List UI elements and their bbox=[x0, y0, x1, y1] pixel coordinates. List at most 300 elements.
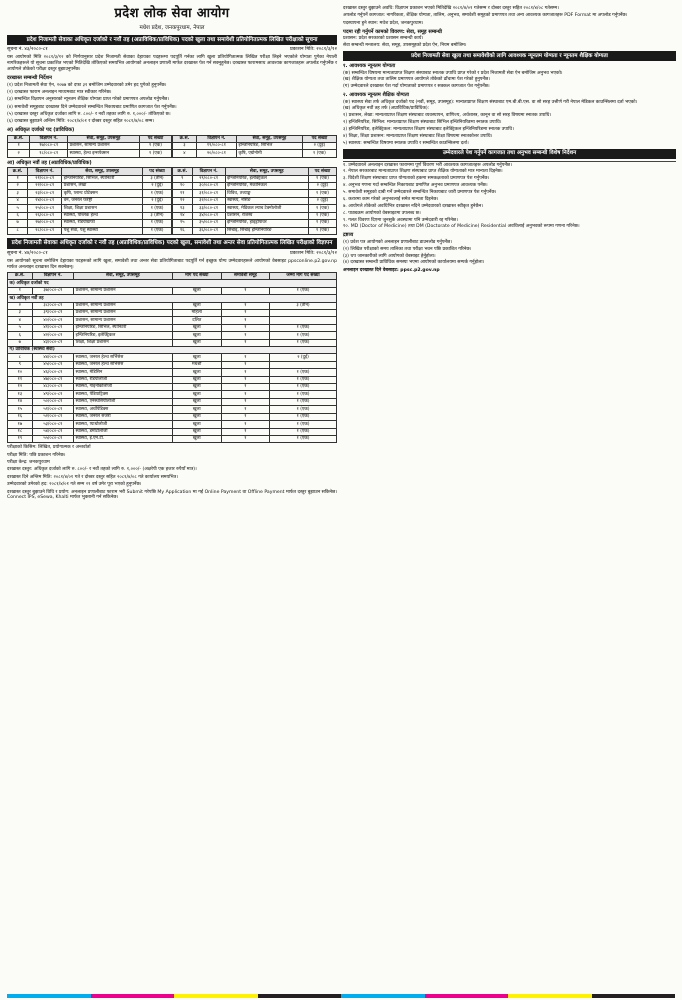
table-cell: स्वास्थ्य, पेडियाट्रिक्स bbox=[74, 391, 173, 398]
table-cell: १ bbox=[221, 428, 269, 435]
table-cell: खुला bbox=[172, 302, 221, 309]
table-row bbox=[8, 324, 337, 331]
table-cell: स्वास्थ्य, जनरल सर्जरी bbox=[74, 413, 173, 420]
table-cell: १० bbox=[8, 369, 33, 376]
table-row bbox=[173, 212, 337, 219]
table-cell: खुला bbox=[172, 369, 221, 376]
table-cell: ६ bbox=[8, 332, 33, 339]
table-row bbox=[173, 143, 337, 150]
exam-date: परीक्षा मिति: पछि प्रकाशन गरिनेछ। bbox=[7, 452, 66, 458]
table-cell bbox=[270, 317, 337, 324]
table-cell: १ bbox=[221, 369, 269, 376]
table-cell: २ bbox=[8, 183, 28, 190]
table-header-row bbox=[8, 135, 172, 142]
table-cell: १ bbox=[8, 175, 28, 182]
table-cell: १७/०८०-८१ bbox=[30, 143, 68, 150]
table-cell: १ (एक) bbox=[143, 205, 172, 212]
table-group-label: क) अधिकृत दर्जाको पद bbox=[8, 280, 337, 287]
table-row bbox=[173, 197, 337, 204]
table-cell: १६ bbox=[8, 413, 33, 420]
table-cell: दलित bbox=[172, 317, 221, 324]
table-row bbox=[8, 413, 337, 420]
table-cell: स्वास्थ्य, पब्लिक हेल्थ bbox=[62, 212, 143, 219]
instruction-item: ४. अनुभव गणना गर्दा सम्बन्धित निकायबाट प्रमाणित अनुभव प्रमाणपत्र आवश्यक पर्नेछ। bbox=[343, 183, 488, 189]
qual-section-head: १. आवश्यक न्यूनतम योग्यता bbox=[343, 63, 396, 70]
table-cell: स्वास्थ्य, रेडियोलोजी bbox=[74, 376, 173, 383]
table-cell: इन्जिनियरिङ, इलेक्ट्रिकल bbox=[225, 175, 308, 182]
table-cell: १४ bbox=[173, 212, 193, 219]
table-cell bbox=[270, 310, 337, 317]
instr-item: (३) सम्बन्धित विज्ञापन अनुसारको न्यूनतम शैक्षिक योग्यता प्राप्त गरेको प्रमाणपत्र अपलोड गर्नुपर्नेछ। bbox=[7, 97, 170, 103]
table-cell: प्रशासन, राजस्व bbox=[225, 212, 308, 219]
table-header-row bbox=[173, 135, 337, 142]
table-header-row bbox=[173, 168, 337, 175]
color-swatch bbox=[341, 994, 425, 998]
table-cell: १२ bbox=[8, 384, 33, 391]
table-cell: स्वास्थ्य, मेडिकल ल्याब टेक्नोलोजी bbox=[225, 205, 308, 212]
col-header: पद संख्या bbox=[143, 168, 172, 175]
table-cell: १ bbox=[221, 398, 269, 405]
instr-item: (५) दरखास्त दस्तुर अधिकृत दर्जाका लागि रु. ८००/- र नवौं तहका लागि रु. १,०००/- तोकिएको छ। bbox=[7, 112, 171, 117]
table-cell: १८/०८०-८१ bbox=[30, 150, 68, 157]
instr-item: (६) दरखास्त बुझाउने अन्तिम मिति: २०८१/४/०१ र दोब्बर दस्तुर सहित २०८१/४/०८ सम्म। bbox=[7, 119, 155, 125]
table-row bbox=[8, 384, 337, 391]
color-swatch bbox=[425, 994, 509, 998]
table-cell: ७ bbox=[8, 220, 28, 227]
table-cell: खुला bbox=[172, 384, 221, 391]
col-header: सेवा, समूह, उपसमूह bbox=[74, 272, 173, 279]
table-row bbox=[173, 227, 337, 234]
table-cell: स्वास्थ्य, डर्माटोलोजी bbox=[74, 428, 173, 435]
table-cell: ४९/०८०-८१ bbox=[32, 391, 73, 398]
right-column bbox=[343, 6, 676, 276]
table-cell: २ (दुई) bbox=[308, 183, 336, 190]
table-cell: १९ bbox=[8, 435, 33, 442]
table-cell: १ bbox=[221, 332, 269, 339]
table-cell: १ bbox=[221, 361, 269, 368]
table-cell: १ (एक) bbox=[143, 220, 172, 227]
table-header-row bbox=[8, 272, 337, 279]
color-swatch bbox=[91, 994, 175, 998]
col-header: पद संख्या bbox=[308, 168, 336, 175]
table-cell: ४७/०८०-८१ bbox=[32, 376, 73, 383]
instruction-item: ६. करारमा काम गरेको अनुभवलाई समेत मान्यता दिइनेछ। bbox=[343, 196, 439, 202]
qual-item: (क) स्वास्थ्य सेवा तर्फ अधिकृत दर्जाको पद (नवौं, समूह, उपसमूह): मान्यताप्राप्त शिक्षण संस्थाबाट एम.बी.बी.एस. वा सो सरह उत्तीर्ण गरी नेपाल मेडिकल काउन्सिलमा दर्ता भएको। bbox=[343, 99, 638, 105]
table-cell: स्वास्थ्य, रेडियोग्राफी bbox=[62, 220, 143, 227]
table-cell: ३६/०८०-८१ bbox=[192, 227, 225, 234]
table-row bbox=[8, 183, 172, 190]
website-footer: अनलाइन दरखास्त दिने वेबसाइट: ppsc.p2.gov.np bbox=[343, 268, 440, 274]
misc-item: (२) लिखित परीक्षाको समय तालिका तथा परीक्षा भवन पछि प्रकाशित गरिनेछ। bbox=[343, 246, 472, 252]
qual-item: १) प्रशासन, लेखा: मान्यताप्राप्त शिक्षण संस्थाबाट व्यवस्थापन, वाणिज्य, अर्थशास्त्र, कानून वा सो सरह विषयमा स्नातक उपाधि। bbox=[343, 113, 552, 119]
table-cell: ८ bbox=[8, 227, 28, 234]
table-row bbox=[173, 150, 337, 157]
col-header: माग पद संख्या bbox=[172, 272, 221, 279]
table-row bbox=[8, 287, 337, 294]
qual-item: ४) शिक्षा, शिक्षा प्रशासन: मान्यताप्राप्त शिक्षण संस्थाबाट शिक्षा विषयमा स्नातकोत्तर उपाधि। bbox=[343, 133, 493, 139]
table-cell: ९ bbox=[8, 361, 33, 368]
misc-item: (३) थप जानकारीको लागि आयोगको वेबसाइट हेर्नुहोला। bbox=[343, 253, 436, 259]
notice1-banner: प्रदेश निजामती सेवाका अधिकृत दर्जाको र नवौं तह (अप्राविधिक/प्राविधिक) पदको खुला तथा समावेशी प्रतियोगितात्मक लिखित परीक्षाको सूचना bbox=[7, 35, 337, 46]
table-cell bbox=[270, 361, 337, 368]
service-line: प्रशासन: प्रदेश सरकारको प्रशासन सम्बन्धी कार्य। bbox=[343, 36, 424, 42]
instruction-item: ७. आयोगले तोकेको अवधिभित्र दरखास्त नदिने उम्मेदवारको दरखास्त स्वीकृत हुनेछैन। bbox=[343, 203, 483, 209]
col-header: क्र.सं. bbox=[173, 168, 193, 175]
table-cell: १५ bbox=[8, 406, 33, 413]
table-cell: २३/०८०-८१ bbox=[28, 190, 62, 197]
table-a-title: अ) अधिकृत दर्जाको पद (प्राविधिक) bbox=[7, 127, 75, 134]
table-cell: १ (एक) bbox=[270, 421, 337, 428]
table-row bbox=[8, 391, 337, 398]
table-cell: ४१/०८०-८१ bbox=[32, 324, 73, 331]
instruction-item: ९. गलत विवरण दिएमा जुनसुकै अवस्थामा पनि उम्मेदवारी रद्द गरिनेछ। bbox=[343, 217, 458, 223]
table-cell: १ bbox=[221, 421, 269, 428]
table-cell: ५२/०८०-८१ bbox=[32, 413, 73, 420]
table-cell: १ (एक) bbox=[143, 190, 172, 197]
table-cell: प्रशासन, सामान्य प्रशासन bbox=[74, 317, 173, 324]
table-cell: ५३/०८०-८१ bbox=[32, 421, 73, 428]
table-cell: ९ bbox=[173, 175, 193, 182]
table-cell: २७/०८०-८१ bbox=[28, 220, 62, 227]
instr-item: (२) दरखास्त फाराम अनलाइन माध्यमबाट मात्र स्वीकार गरिनेछ। bbox=[7, 89, 112, 95]
page-header bbox=[7, 6, 337, 32]
table-body bbox=[8, 175, 172, 234]
table-cell: १ bbox=[8, 287, 33, 294]
col-header: क्र.सं. bbox=[8, 168, 28, 175]
table-cell: ४२/०८०-८१ bbox=[32, 332, 73, 339]
instruction-item: ३. विदेशी शिक्षण संस्थाबाट प्राप्त योग्यताको हकमा समकक्षताको प्रमाणपत्र पेश गर्नुपर्नेछ। bbox=[343, 176, 490, 182]
table-a-right bbox=[172, 135, 337, 158]
table-cell: १ (एक) bbox=[270, 435, 337, 442]
table-cell: इन्जिनियरिङ, सिभिल bbox=[236, 143, 302, 150]
table-cell: २०/०८०-८१ bbox=[196, 150, 236, 157]
table-cell: १ (एक) bbox=[302, 150, 336, 157]
table-a-left bbox=[7, 135, 172, 158]
table-cell: ३७/०८०-८१ bbox=[32, 287, 73, 294]
misc-item: (४) दरखास्त सम्बन्धी प्राविधिक समस्या भएमा आयोगको कार्यालयमा सम्पर्क गर्नुहोला। bbox=[343, 260, 485, 266]
qualification-bar: प्रदेश निजामती सेवा खुला तथा समावेशीको लागि आवश्यक न्यूनतम योग्यता र न्यूनतम शैक्षिक योग्यता bbox=[343, 51, 676, 61]
table-cell: प्रशासन, सामान्य प्रशासन bbox=[74, 302, 173, 309]
table-cell: २५/०८०-८१ bbox=[28, 205, 62, 212]
table-a bbox=[7, 135, 337, 158]
table-row bbox=[8, 175, 172, 182]
page-title: प्रदेश लोक सेवा आयोग bbox=[114, 6, 230, 21]
table-cell: ११ bbox=[8, 376, 33, 383]
table-cell: २८/०८०-८१ bbox=[28, 227, 62, 234]
table-cell: १ bbox=[8, 143, 30, 150]
table-cell: ४ bbox=[8, 317, 33, 324]
instruction-item: २. नेपाल सरकारबाट मान्यताप्राप्त शिक्षण संस्थाबाट प्राप्त शैक्षिक योग्यताको मात्र मान्यता दिइनेछ। bbox=[343, 169, 503, 175]
work-head: पदमा रही गर्नुपर्ने कामको विवरण: सेवा, समूह सम्बन्धी bbox=[343, 28, 442, 35]
misc-head: द्रष्टव्य bbox=[343, 232, 354, 239]
instruction-bar: उम्मेदवारले पेश गर्नुपर्ने कागजात तथा अनुभव सम्बन्धी विशेष निर्देशन bbox=[343, 149, 676, 159]
qual-section bbox=[343, 92, 676, 147]
table-cell: ४५/०८०-८१ bbox=[32, 361, 73, 368]
table-cell: २ (दुई) bbox=[308, 197, 336, 204]
table-cell: १ bbox=[221, 287, 269, 294]
table-body bbox=[173, 175, 337, 234]
qual-item: २) इन्जिनियरिङ, सिभिल: मान्यताप्राप्त शिक्षण संस्थाबाट सिभिल इन्जिनियरिङमा स्नातक उपाधि। bbox=[343, 120, 502, 126]
table-cell: महिला bbox=[172, 310, 221, 317]
table-cell: १४ bbox=[8, 398, 33, 405]
notice2-number: सूचना नं. ४४/२०८०-८१ bbox=[7, 250, 48, 256]
table-group-row bbox=[8, 280, 337, 287]
table-cell: १९/०८०-८१ bbox=[196, 143, 236, 150]
table-cell: २२/०८०-८१ bbox=[28, 183, 62, 190]
page-address: मधेश प्रदेश, जनकपुरधाम, नेपाल bbox=[139, 24, 205, 31]
table-cell: २ bbox=[8, 150, 30, 157]
table-cell: ३०/०८०-८१ bbox=[192, 183, 225, 190]
table-cell: प्रशासन, सामान्य प्रशासन bbox=[68, 143, 140, 150]
table-cell: ४४/०८०-८१ bbox=[32, 354, 73, 361]
table-cell: १ (एक) bbox=[308, 190, 336, 197]
table-row bbox=[8, 369, 337, 376]
col-header: सेवा, समूह, उपसमूह bbox=[68, 135, 140, 142]
table-b-right bbox=[172, 167, 337, 235]
table-row bbox=[173, 190, 337, 197]
table-cell: ३१/०८०-८१ bbox=[192, 190, 225, 197]
instruction-list bbox=[343, 161, 676, 231]
col-header: क्र.सं. bbox=[8, 135, 30, 142]
table-cell: १ (एक) bbox=[270, 406, 337, 413]
table-cell: ३३/०८०-८१ bbox=[192, 205, 225, 212]
instruction-item: १. उम्मेदवारले अनलाइन दरखास्त फाराममा पूर्ण विवरण भरी आवश्यक कागजातहरू अपलोड गर्नुपर्नेछ। bbox=[343, 162, 512, 168]
table-header-row bbox=[8, 168, 172, 175]
table-cell: खुला bbox=[172, 435, 221, 442]
col-header: विज्ञापन नं. bbox=[196, 135, 236, 142]
table-cell: १ bbox=[221, 384, 269, 391]
col-header: क्र.सं. bbox=[173, 135, 197, 142]
table-cell: स्वास्थ्य, हेल्थ इन्सपेक्सन bbox=[68, 150, 140, 157]
table-row bbox=[173, 183, 337, 190]
notice2-details bbox=[7, 445, 337, 501]
table-cell: १ (एक) bbox=[308, 227, 336, 234]
notice2-meta bbox=[7, 251, 337, 257]
col-header: सेवा, समूह, उपसमूह bbox=[236, 135, 302, 142]
table-cell: स्वास्थ्य, जनरल हेल्थ सर्भिसेस bbox=[74, 361, 173, 368]
table-cell: शिक्षा, शिक्षा प्रशासन bbox=[74, 339, 173, 346]
table-cell: १ (एक) bbox=[139, 150, 171, 157]
table-group-label: ख) अधिकृत नवौं तह bbox=[8, 295, 337, 302]
qual-section-head: २. आवश्यक न्यूनतम शैक्षिक योग्यता bbox=[343, 92, 409, 99]
table-cell: इन्जिनियरिङ, मेकानिकल bbox=[225, 183, 308, 190]
table-cell: ५ bbox=[8, 205, 28, 212]
color-swatch bbox=[508, 994, 592, 998]
table-row bbox=[8, 332, 337, 339]
col-header: समावेशी समूह bbox=[221, 272, 269, 279]
table-row bbox=[8, 406, 337, 413]
col-header: विज्ञापन नं. bbox=[30, 135, 68, 142]
table-body bbox=[8, 143, 172, 158]
instr-item: (१) प्रदेश निजामती सेवा ऐन, २०७७ को दफा ३१ बमोजिम उम्मेदवारको उमेर हद पुगेको हुनुपर्नेछ। bbox=[7, 82, 167, 88]
table-cell: स्वास्थ्य, गाइनोकोलोजी bbox=[74, 384, 173, 391]
table-cell: १ (एक) bbox=[139, 143, 171, 150]
table-cell: १ bbox=[221, 435, 269, 442]
notice2-banner: प्रदेश निजामती सेवाका अधिकृत दर्जाको र नवौं तह (अप्राविधिक/प्राविधिक) पदको खुला, समावेशी तथा अन्तर सेवा प्रतियोगितात्मक लिखित परीक्षाको विज्ञापन bbox=[7, 238, 337, 249]
table-row bbox=[8, 376, 337, 383]
table-cell: इन्जिनियरिङ, सिभिल, स्यानिटरी bbox=[74, 324, 173, 331]
table-cell: ३५/०८०-८१ bbox=[192, 220, 225, 227]
table-cell: खुला bbox=[172, 428, 221, 435]
table-cell: १ (एक) bbox=[270, 287, 337, 294]
notice2-table bbox=[7, 272, 337, 443]
table-cell: २४/०८०-८१ bbox=[28, 197, 62, 204]
instr-item: (४) समावेशी समूहबाट दरखास्त दिने उम्मेदवारले सम्बन्धित निकायबाट प्रमाणित कागजात पेश गर्नुपर्नेछ। bbox=[7, 104, 177, 110]
qual-item: (ख) अधिकृत नवौं तह तर्फ (अप्राविधिक/प्राविधिक): bbox=[343, 106, 430, 112]
notice1-instr-head: दरखास्त सम्बन्धी निर्देशन bbox=[7, 75, 52, 82]
qual-section bbox=[343, 63, 676, 90]
table-cell: २ (दुई) bbox=[302, 143, 336, 150]
exam-type: परीक्षाको किसिम: लिखित, प्रयोगात्मक र अन्तर्वार्ता bbox=[7, 445, 91, 451]
qual-item: (क) सम्बन्धित विषयमा मान्यताप्राप्त शिक्षण संस्थाबाट स्नातक उपाधि प्राप्त गरेको र प्रदेश निजामती सेवा ऐन बमोजिम अनुभव भएको। bbox=[343, 70, 563, 76]
table-row bbox=[8, 339, 337, 346]
table-cell: ३२/०८०-८१ bbox=[192, 197, 225, 204]
table-cell: खुला bbox=[172, 287, 221, 294]
table-cell: १ (एक) bbox=[143, 227, 172, 234]
table-cell: कृषि, एग्रोनोमी bbox=[236, 150, 302, 157]
left-column bbox=[7, 6, 337, 503]
table-cell: १ (एक) bbox=[308, 220, 336, 227]
col-header: क्र.सं. bbox=[8, 272, 33, 279]
table-cell: १ bbox=[221, 391, 269, 398]
table-row bbox=[8, 398, 337, 405]
table-cell: खुला bbox=[172, 391, 221, 398]
table-row bbox=[173, 220, 337, 227]
table-cell: १ (एक) bbox=[270, 384, 337, 391]
table-cell: इन्जिनियरिङ, इलेक्ट्रिकल bbox=[74, 332, 173, 339]
table-cell: ३ (तीन) bbox=[143, 175, 172, 182]
table-row bbox=[8, 150, 172, 157]
table-cell: १ (एक) bbox=[270, 332, 337, 339]
table-row bbox=[8, 354, 337, 361]
table-cell: ५५/०८०-८१ bbox=[32, 435, 73, 442]
table-cell: खुला bbox=[172, 398, 221, 405]
deadline-info: दरखास्त दिने अन्तिम मिति: २०८१/४/०१ गते र दोब्बर दस्तुर सहित २०८१/४/०८ गते कार्यालय समयभित्र। bbox=[7, 474, 178, 480]
table-cell: स्वास्थ्य, प्याथोलोजी bbox=[74, 421, 173, 428]
col-header: पद संख्या bbox=[139, 135, 171, 142]
table-cell: ४ bbox=[8, 197, 28, 204]
right-top-line: पदस्थापना हुने स्थान: मधेश प्रदेश, जनकपुरधाम। bbox=[343, 20, 424, 26]
right-top-line: दरखास्त दस्तुर बुझाउने अवधि: विज्ञापन प्रकाशन भएको मितिदेखि २०८१/४/०१ गतेसम्म र दोब्बर दस्तुर सहित २०८१/४/०८ गतेसम्म। bbox=[343, 6, 559, 11]
table-cell: १ (एक) bbox=[270, 391, 337, 398]
col-header: विज्ञापन नं. bbox=[28, 168, 62, 175]
table-cell: खुला bbox=[172, 354, 221, 361]
table-cell: १ bbox=[221, 354, 269, 361]
table-row bbox=[8, 197, 172, 204]
table-cell: स्वास्थ्य, जनरल हेल्थ सर्भिसेस bbox=[74, 354, 173, 361]
table-cell: पशु सेवा, पशु स्वास्थ्य bbox=[62, 227, 143, 234]
table-cell: २ (दुई) bbox=[143, 183, 172, 190]
table-cell: मधेशी bbox=[172, 361, 221, 368]
notice1-instr-list bbox=[7, 83, 337, 126]
table-row bbox=[8, 361, 337, 368]
table-cell: १ (एक) bbox=[270, 428, 337, 435]
table-cell: १ (एक) bbox=[270, 369, 337, 376]
col-header: सेवा, समूह, उपसमूह bbox=[62, 168, 143, 175]
table-cell: ४६/०८०-८१ bbox=[32, 369, 73, 376]
table-group-label: ग) प्राविधिक (स्वास्थ्य सेवा) bbox=[8, 347, 337, 354]
table-cell: १ bbox=[221, 339, 269, 346]
notice2-date: प्रकाशन मिति: २०८१/३/१२ bbox=[289, 250, 337, 256]
table-cell: ३९/०८०-८१ bbox=[32, 310, 73, 317]
age-info: उम्मेदवारको उमेरको हद: २०८१/४/०१ गते सम्म २१ वर्ष उमेर पूरा भएको हुनुपर्नेछ। bbox=[7, 482, 142, 488]
table-cell: प्रशासन, लेखा bbox=[62, 183, 143, 190]
table-body bbox=[8, 280, 337, 443]
table-cell: खुला bbox=[172, 406, 221, 413]
table-group-row bbox=[8, 347, 337, 354]
notice1-intro: यस आयोगको मिति २०८१/३/१२ को निर्णयानुसार प्रदेश निजामती सेवाका देहायका पदहरूमा पदपूर्ति गर्नका लागि खुला प्रतियोगितात्मक लिखित परीक्षा लिइने भएकोले योग्यता पुगेका नेपाली नागरिकहरूले यो सूचना प्रकाशित भएको मितिदेखि तोकिएको समयभित्र आयोगको अनलाइन प्रणाली मार्फत दरखास्त पेश गर्न सक्नुहुनेछ। दरखास्त फारामसाथ आवश्यक कागजातहरू अपलोड गर्नुपर्नेछ र आयोगले तोकेको परीक्षा दस्तुर बुझाउनुपर्नेछ। bbox=[7, 55, 337, 73]
color-swatch bbox=[258, 994, 342, 998]
table-cell: १ bbox=[221, 406, 269, 413]
table-cell: १ (एक) bbox=[270, 398, 337, 405]
instruction-item: ५. समावेशी समूहको दाबी गर्ने उम्मेदवारले सम्बन्धित निकायबाट जारी प्रमाणपत्र पेश गर्नुपर्नेछ। bbox=[343, 190, 497, 196]
table-cell: ११ bbox=[173, 190, 193, 197]
table-cell: २ bbox=[8, 302, 33, 309]
table-cell: ३८/०८०-८१ bbox=[32, 302, 73, 309]
col-header: सेवा, समूह, उपसमूह bbox=[225, 168, 308, 175]
notice1-meta bbox=[7, 47, 337, 53]
table-cell: वन, जनरल फरेष्ट्री bbox=[62, 197, 143, 204]
notice1-date: प्रकाशन मिति: २०८१/३/१२ bbox=[289, 47, 337, 53]
table-cell: ५ bbox=[8, 324, 33, 331]
table-cell: ८ bbox=[8, 354, 33, 361]
table-row bbox=[8, 212, 172, 219]
exam-centre: परीक्षा केन्द्र: जनकपुरधाम bbox=[7, 460, 50, 466]
table-body bbox=[173, 143, 337, 158]
table-cell: खुला bbox=[172, 324, 221, 331]
table-cell: १० bbox=[173, 183, 193, 190]
table-cell: १ (एक) bbox=[308, 205, 336, 212]
right-top-line: अपलोड गर्नुपर्ने कागजात: नागरिकता, शैक्षिक योग्यता, तालिम, अनुभव, समावेशी समूहको प्रमाणपत्र तथा अन्य आवश्यक कागजातहरू PDF Format मा अपलोड गर्नुपर्नेछ। bbox=[343, 13, 628, 19]
table-row bbox=[8, 227, 172, 234]
color-swatch bbox=[174, 994, 258, 998]
table-cell: ६ bbox=[8, 212, 28, 219]
table-cell: ४०/०८०-८१ bbox=[32, 317, 73, 324]
table-cell: शिक्षा, शिक्षा प्रशासन bbox=[62, 205, 143, 212]
table-b bbox=[7, 167, 337, 235]
table-cell: २९/०८०-८१ bbox=[192, 175, 225, 182]
notice2-intro: यस आयोगको सूचना बमोजिम देहायका पदहरूको लागि खुला, समावेशी तथा अन्तर सेवा प्रतियोगिताबाट पदपूर्ति गर्न इच्छुक योग्य उम्मेदवारहरूले आयोगको वेबसाइट ppsconline.p2.gov.np मार्फत अनलाइन दरखास्त दिन सक्नेछन्। bbox=[7, 258, 337, 270]
table-cell: ३ (तीन) bbox=[143, 212, 172, 219]
table-row bbox=[8, 435, 337, 442]
col-header: विज्ञापन नं. bbox=[32, 272, 73, 279]
table-row bbox=[8, 310, 337, 317]
table-cell: ५०/०८०-८१ bbox=[32, 398, 73, 405]
table-cell: १ (एक) bbox=[308, 175, 336, 182]
table-row bbox=[8, 317, 337, 324]
table-cell: इन्जिनियरिङ, सिभिल, स्यानिटरी bbox=[62, 175, 143, 182]
table-cell: १ (एक) bbox=[270, 339, 337, 346]
instruction-item: १०. MD (Doctor of Medicine) तथा DM (Doctorate of Medicine) Residential अवधिलाई अनुभवको रूपमा गणना गरिनेछ। bbox=[343, 224, 580, 230]
service-line: सेवा सम्बन्धी मन्त्रालय: सेवा, समूह, उपसमूहको प्रदेश ऐन, नियम बमोजिम। bbox=[343, 43, 467, 49]
fee-info: दरखास्त दस्तुर: अधिकृत दर्जाको लागि रु. ८००/- र नवौं तहको लागि रु. १,०००/- (अक्षरेपी एक हजार रुपैयाँ मात्र)। bbox=[7, 467, 197, 473]
table-cell: १ bbox=[221, 376, 269, 383]
table-row bbox=[8, 190, 172, 197]
table-cell: खुला bbox=[172, 421, 221, 428]
notice1-number: सूचना नं. ४३/२०८०-८१ bbox=[7, 47, 48, 53]
table-cell: २१/०८०-८१ bbox=[28, 175, 62, 182]
col-header: जम्मा माग पद संख्या bbox=[270, 272, 337, 279]
table-cell: १ (एक) bbox=[308, 212, 336, 219]
table-row bbox=[8, 220, 172, 227]
table-cell: कृषि, प्लान्ट प्रोटेक्सन bbox=[62, 190, 143, 197]
table-cell: १८ bbox=[8, 428, 33, 435]
table-cell: ७ bbox=[8, 339, 33, 346]
table-cell: १ bbox=[221, 324, 269, 331]
color-swatch bbox=[7, 994, 91, 998]
qual-item: (ख) शैक्षिक योग्यता तथा तालिम प्रमाणपत्र आयोगले तोकेको ढाँचामा पेश गरेको हुनुपर्नेछ। bbox=[343, 77, 490, 83]
table-row bbox=[8, 421, 337, 428]
